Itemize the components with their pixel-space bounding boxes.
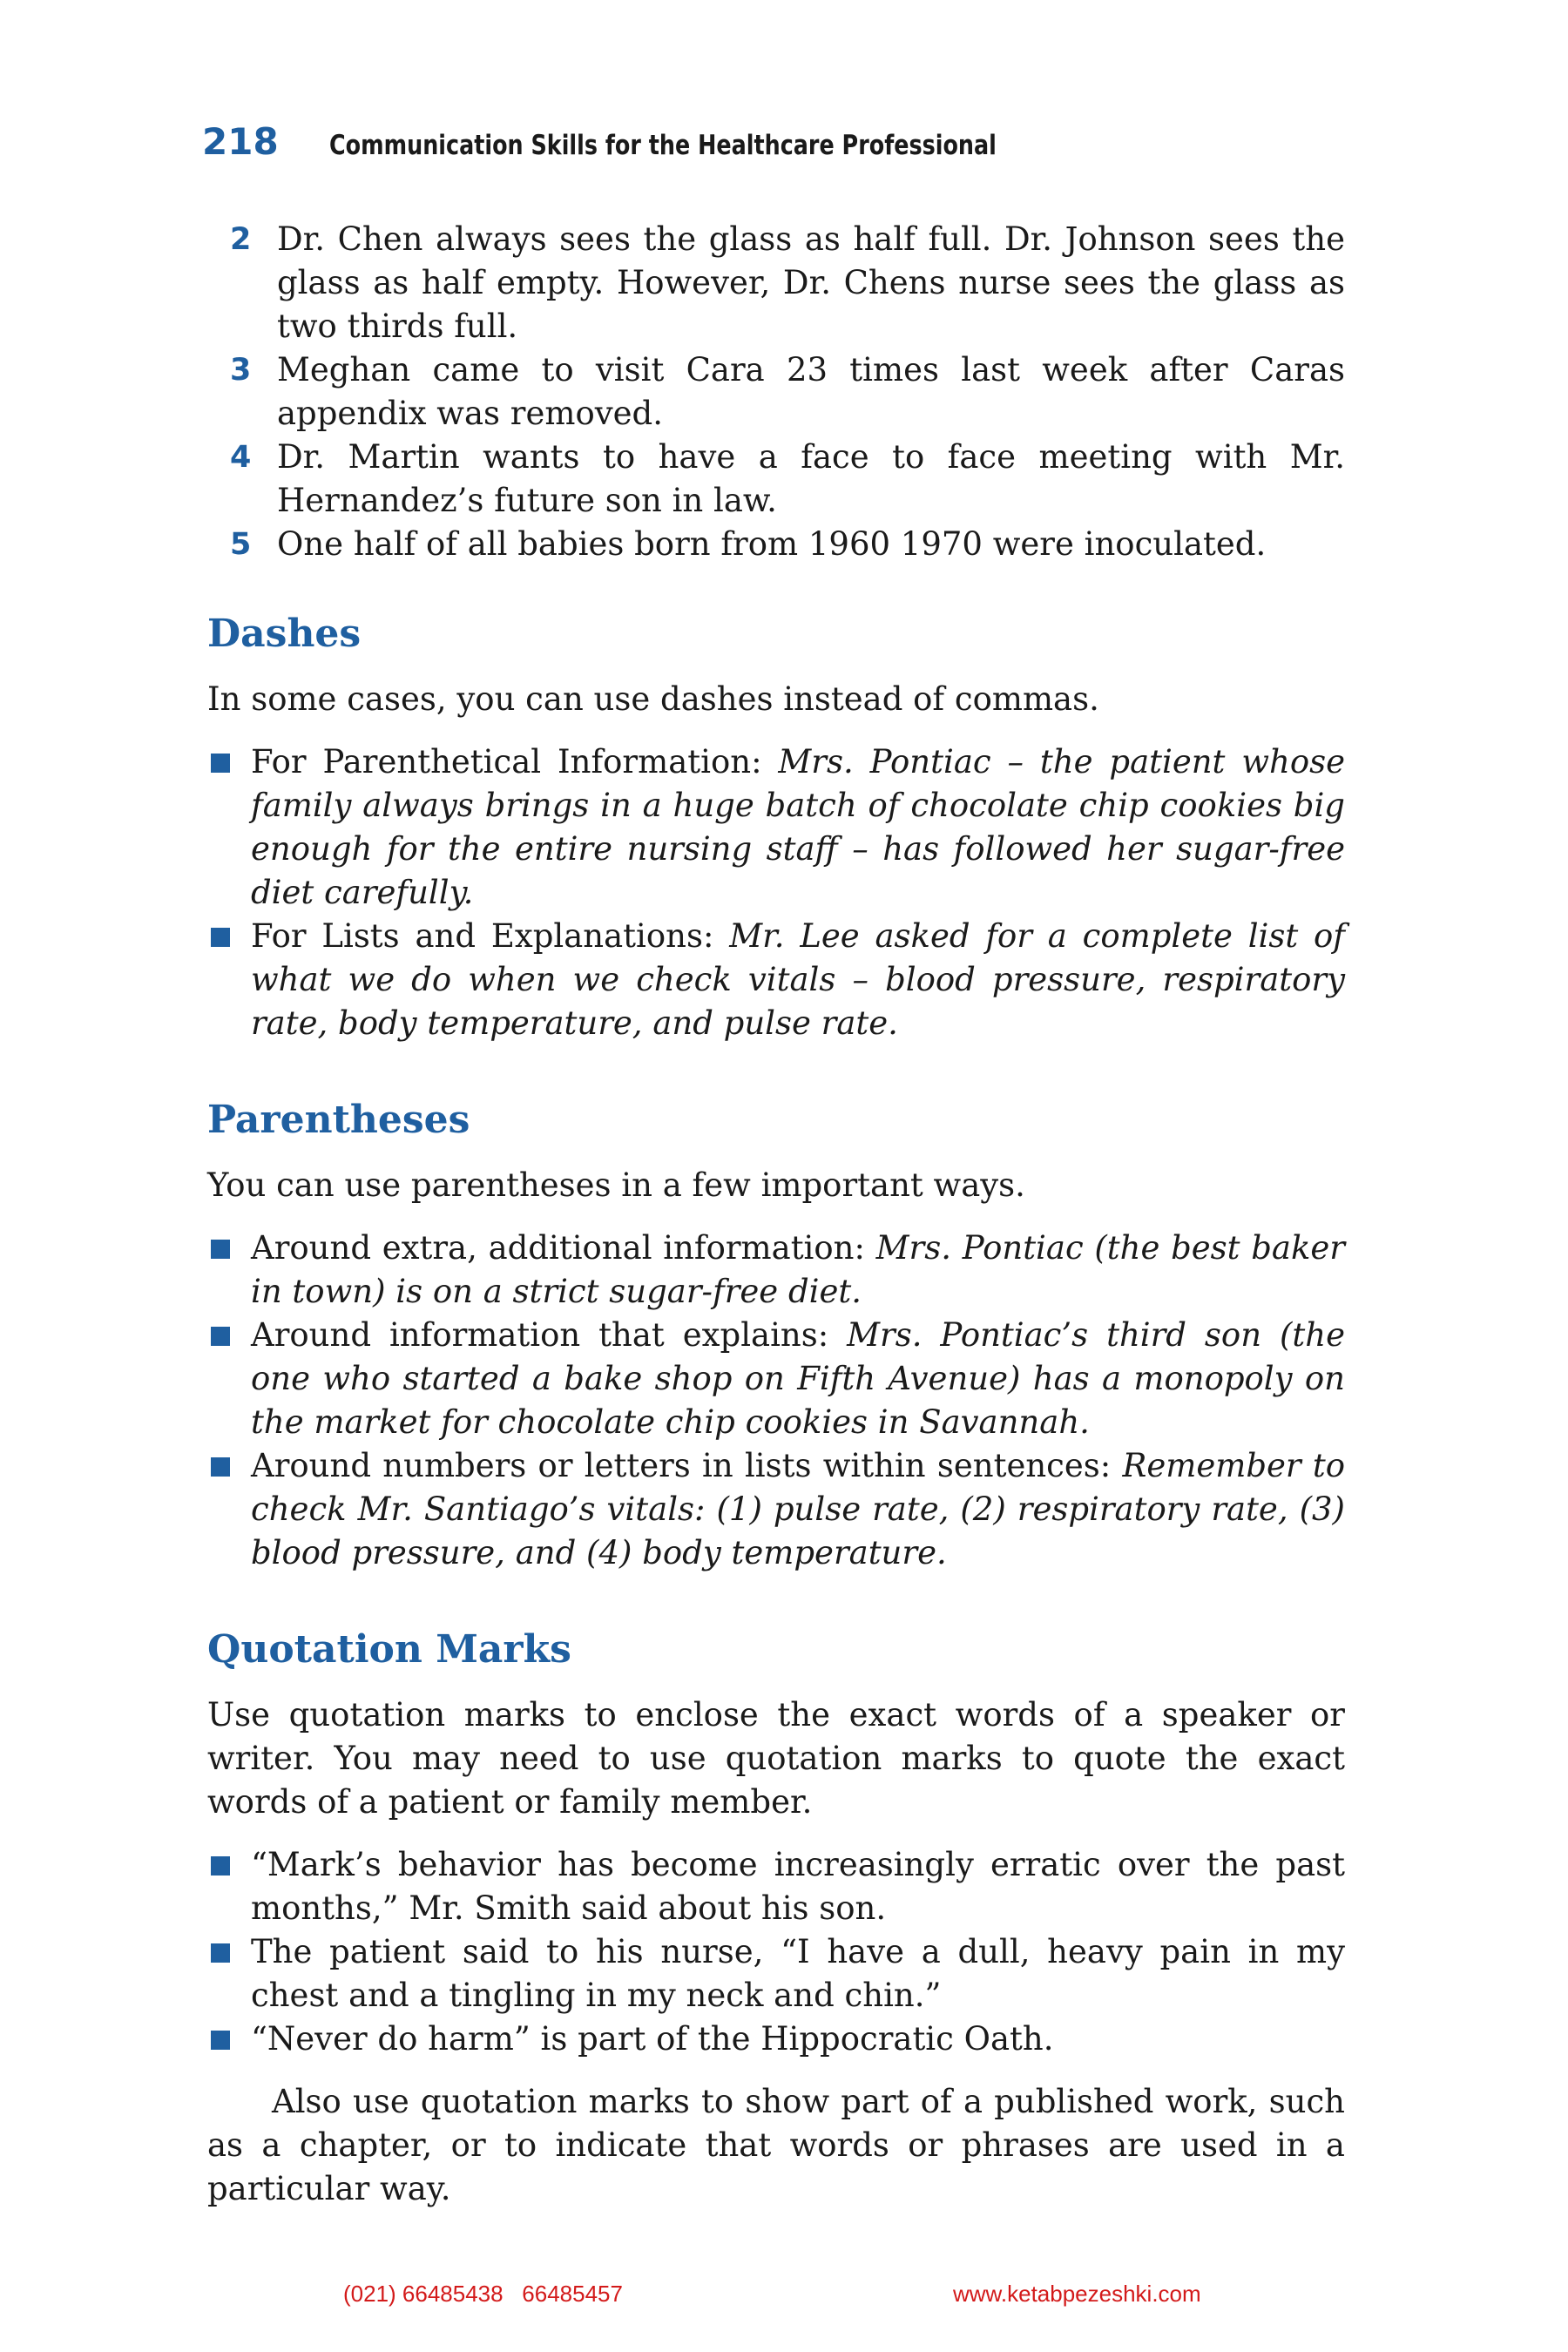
bullet-example: Mrs. Pontiac (the best baker in town) is on a strict sugar-free diet. [251, 1229, 1345, 1310]
list-item [207, 218, 1345, 348]
page-content [207, 218, 1345, 2211]
page-header [202, 120, 1369, 172]
bullet-example: Remember to check Mr. Santiago’s vitals: (1) pulse rate, (2) respiratory rate, (3) blood pressure, and (4) body temperature. [251, 1447, 1346, 1571]
item-number: 5 [230, 527, 252, 562]
bullet-example: Mr. Lee asked for a complete list of what we do when we check vitals – blood pressure, respiratory rate, body temperature, and pulse rate. [251, 917, 1346, 1042]
dashes-intro: In some cases, you can use dashes instead of commas. [207, 680, 1099, 718]
item-number: 3 [230, 353, 252, 388]
square-bullet-icon [211, 1457, 230, 1477]
section-heading-parentheses: Parentheses [207, 1098, 470, 1142]
bullet-example: Mrs. Pontiac – the patient whose family always brings in a huge batch of chocolate chip cookies big enough for the entire nursing staff – has followed her sugar-free diet carefully. [251, 743, 1345, 911]
list-item [207, 1843, 1345, 1930]
item-text: Dr. Chen always sees the glass as half full. Dr. Johnson sees the glass as half empty. However, Dr. Chens nurse sees the glass as two thirds full. [277, 220, 1345, 345]
list-item [207, 1444, 1345, 1575]
page-number: 218 [202, 120, 279, 163]
list-item [207, 523, 1345, 566]
page-footer [0, 2281, 1568, 2315]
list-item [207, 1930, 1345, 2017]
item-number: 4 [230, 440, 252, 475]
list-item [207, 740, 1345, 915]
bullet-text: “Mark’s behavior has become increasingly erratic over the past months,” Mr. Smith said about his son. [251, 1846, 1345, 1927]
bullet-text: “Never do harm” is part of the Hippocratic Oath. [251, 2020, 1054, 2058]
section-heading-quotation-marks: Quotation Marks [207, 1627, 571, 1672]
square-bullet-icon [211, 754, 230, 773]
bullet-label: For Parenthetical Information: [251, 743, 762, 781]
section-heading-dashes: Dashes [207, 612, 362, 656]
bullet-label: Around extra, additional information: [251, 1229, 865, 1267]
bullet-label: For Lists and Explanations: [251, 917, 714, 955]
footer-website: www.ketabpezeshki.com [953, 2281, 1201, 2307]
item-text: One half of all babies born from 1960 1970 were inoculated. [277, 525, 1267, 563]
item-text: Dr. Martin wants to have a face to face meeting with Mr. Hernandez’s future son in law. [277, 438, 1345, 519]
square-bullet-icon [211, 1856, 230, 1876]
numbered-exercise-list [207, 218, 1345, 566]
bullet-text: The patient said to his nurse, “I have a dull, heavy pain in my chest and a tingling in my neck and chin.” [251, 1933, 1345, 2014]
square-bullet-icon [211, 928, 230, 947]
list-item [207, 2017, 1345, 2061]
quotation-bullet-list [207, 1843, 1345, 2061]
list-item [207, 915, 1345, 1045]
square-bullet-icon [211, 2031, 230, 2050]
square-bullet-icon [211, 1240, 230, 1259]
running-title: Communication Skills for the Healthcare Professional [328, 130, 997, 161]
square-bullet-icon [211, 1943, 230, 1963]
square-bullet-icon [211, 1327, 230, 1346]
bullet-example: Mrs. Pontiac’s third son (the one who started a bake shop on Fifth Avenue) has a monopoly on the market for chocolate chip cookies in Savannah. [251, 1316, 1345, 1441]
footer-phone: (021) 66485438 66485457 [343, 2281, 623, 2307]
quotation-intro: Use quotation marks to enclose the exact words of a speaker or writer. You may need to use quotation marks to quote the exact words of a patient or family member. [207, 1696, 1345, 1821]
bullet-label: Around information that explains: [251, 1316, 829, 1354]
parentheses-intro: You can use parentheses in a few important ways. [207, 1166, 1025, 1204]
list-item [207, 436, 1345, 523]
list-item [207, 348, 1345, 436]
dashes-bullet-list [207, 740, 1345, 1045]
item-text: Meghan came to visit Cara 23 times last week after Caras appendix was removed. [277, 351, 1345, 432]
item-number: 2 [230, 222, 252, 257]
parentheses-bullet-list [207, 1227, 1345, 1575]
quotation-closing-paragraph: Also use quotation marks to show part of a published work, such as a chapter, or to indicate that words or phrases are used in a particular way. [207, 2083, 1345, 2207]
list-item [207, 1227, 1345, 1314]
bullet-label: Around numbers or letters in lists within sentences: [251, 1447, 1112, 1484]
list-item [207, 1314, 1345, 1444]
